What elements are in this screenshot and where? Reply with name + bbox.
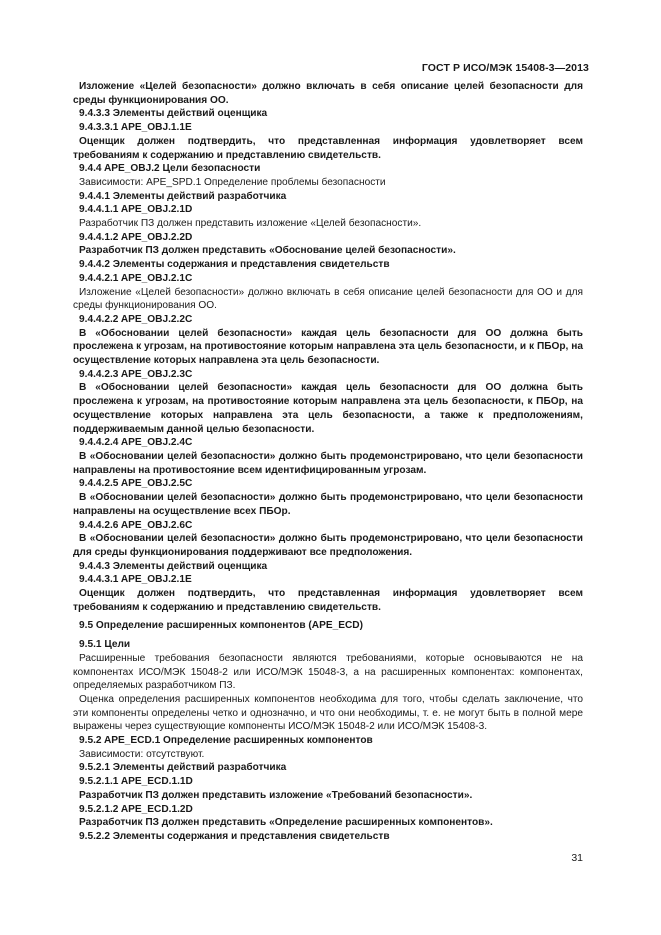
section-heading: 9.5.2.1.2 APE_ECD.1.2D [79, 803, 193, 815]
section-heading: 9.4.4.1.1 APE_OBJ.2.1D [79, 204, 193, 216]
paragraph: Разработчик ПЗ должен представить изложение «Целей безопасности». [79, 218, 422, 230]
section-heading: 9.5.2.2 Элементы содержания и представления свидетельств [79, 830, 390, 842]
paragraph: Оценщик должен подтвердить, что представленная информация удовлетворяет всем требованиям к содержанию и представлению свидетельств. [73, 135, 583, 161]
paragraph: Зависимости: APE_SPD.1 Определение проблемы безопасности [79, 176, 386, 188]
paragraph: Зависимости: отсутствуют. [79, 748, 205, 760]
paragraph: Изложение «Целей безопасности» должно включать в себя описание целей безопасности для среды функционирования ОО. [73, 81, 583, 106]
section-heading: 9.4.3.3 Элементы действий оценщика [79, 108, 268, 120]
section-heading: 9.4.4.1 Элементы действий разработчика [79, 190, 287, 202]
section-heading: 9.4.4.3 Элементы действий оценщика [79, 560, 268, 572]
section-heading: 9.4.4 APE_OBJ.2 Цели безопасности [79, 163, 261, 175]
section-heading: 9.5 Определение расширенных компонентов (APE_ECD) [79, 620, 363, 632]
paragraph: Изложение «Целей безопасности» должно включать в себя описание целей безопасности для ОО и для среды функционирования ОО. [73, 286, 583, 312]
section-heading: 9.4.3.3.1 APE_OBJ.1.1E [79, 122, 192, 134]
section-heading: 9.4.4.2.4 APE_OBJ.2.4C [79, 437, 193, 449]
paragraph: В «Обосновании целей безопасности» должно быть продемонстрировано, что цели безопасности для среды функционирования поддерживают все предположения. [73, 533, 583, 558]
section-heading: 9.4.4.1.2 APE_OBJ.2.2D [79, 231, 193, 243]
section-heading: 9.4.4.3.1 APE_OBJ.2.1E [79, 574, 192, 586]
paragraph: Разработчик ПЗ должен представить изложение «Требований безопасности». [79, 789, 473, 801]
section-heading: 9.5.2 APE_ECD.1 Определение расширенных компонентов [79, 735, 373, 747]
paragraph: Оценка определения расширенных компонентов необходима для того, чтобы сделать заключение, что эти компоненты определены четко и однозначно, и что они необходимы, т. е. не могут быть в полной мере выражены через существующие компоненты ИСО/МЭК 15048-2 или ИСО/МЭК 15408-3. [73, 693, 583, 733]
section-heading: 9.4.4.2.1 APE_OBJ.2.1C [79, 272, 193, 284]
paragraph: В «Обосновании целей безопасности» каждая цель безопасности для ОО должна быть прослежена к угрозам, на противостояние которым направлена эта цель безопасности, и к ПБОр, на осуществление которых направлена эта цель безопасности. [73, 327, 583, 367]
paragraph: В «Обосновании целей безопасности» каждая цель безопасности для ОО должна быть прослежена к угрозам, на противостояние которым направлена эта цель безопасности, к ПБОр, на осуществление которых направлена эта цель безопасности, а также к предположениям, поддерживаемым данной целью безопасности. [73, 382, 583, 435]
paragraph: Разработчик ПЗ должен представить «Обоснование целей безопасности». [79, 245, 456, 257]
section-heading: 9.4.4.2.5 APE_OBJ.2.5C [79, 478, 193, 490]
paragraph: В «Обосновании целей безопасности» должно быть продемонстрировано, что цели безопасности направлены на осуществление всех ПБОр. [73, 492, 583, 517]
paragraph: Разработчик ПЗ должен представить «Определение расширенных компонентов». [79, 817, 493, 829]
document-code-header: ГОСТ Р ИСО/МЭК 15408-3—2013 [421, 62, 589, 74]
page-number: 31 [571, 852, 583, 864]
section-heading: 9.5.1 Цели [79, 639, 131, 651]
paragraph: В «Обосновании целей безопасности» должно быть продемонстрировано, что цели безопасности направлены на противостояние всем идентифицированным угрозам. [73, 450, 583, 476]
section-heading: 9.5.2.1 Элементы действий разработчика [79, 762, 287, 774]
section-heading: 9.4.4.2 Элементы содержания и представления свидетельств [79, 259, 390, 271]
section-heading: 9.4.4.2.2 APE_OBJ.2.2C [79, 313, 193, 325]
section-heading: 9.4.4.2.3 APE_OBJ.2.3C [79, 368, 193, 380]
section-heading: 9.4.4.2.6 APE_OBJ.2.6C [79, 519, 193, 531]
paragraph: Расширенные требования безопасности являются требованиями, которые основываются не на компонентах ИСО/МЭК 15048-2 или ИСО/МЭК 15048-3, а на расширенных компонентах: компонентах, определяемых разработчиком ПЗ. [73, 652, 583, 692]
paragraph: Оценщик должен подтвердить, что представленная информация удовлетворяет всем требованиям к содержанию и представлению свидетельств. [73, 588, 583, 613]
section-heading: 9.5.2.1.1 APE_ECD.1.1D [79, 776, 193, 788]
document-body [73, 80, 583, 844]
